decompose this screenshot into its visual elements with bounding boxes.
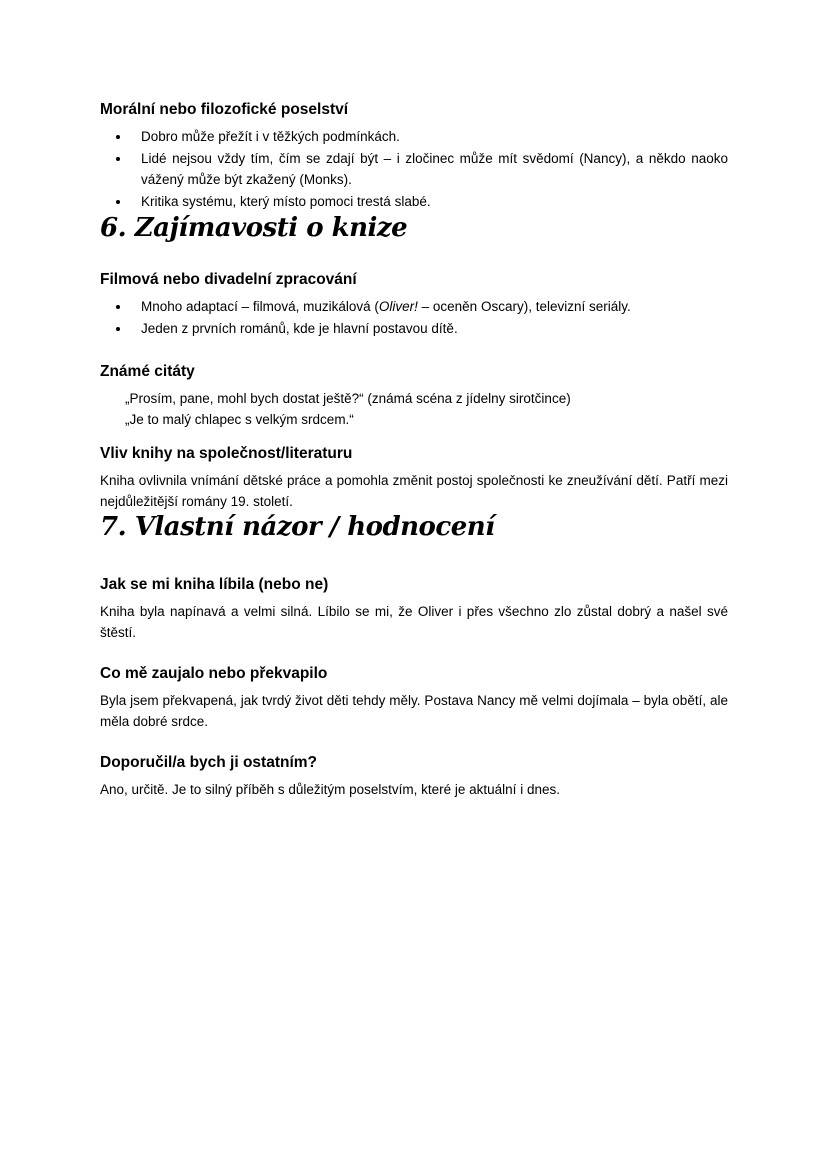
heading-film-adaptations: Filmová nebo divadelní zpracování [100, 271, 357, 288]
section-famous-quotes [100, 362, 728, 430]
heading-liked: Jak se mi kniha líbila (nebo ne) [100, 576, 329, 593]
heading-recommend: Doporučil/a bych ji ostatním? [100, 754, 318, 771]
section-film-adaptations [100, 270, 728, 339]
heading-influence: Vliv knihy na společnost/literaturu [100, 445, 353, 462]
influence-paragraph: Kniha ovlivnila vnímání dětské práce a pomohla změnit postoj společnosti ke zneužívání dětí. Patří mezi nejdůležitější romány 19. století. [100, 473, 728, 509]
book-title-italic: Oliver! [378, 299, 418, 314]
heading-moral-message: Morální nebo filozofické poselství [100, 101, 349, 118]
section-liked [100, 575, 728, 643]
heading-famous-quotes: Známé citáty [100, 363, 195, 380]
heading-section-7: 7. Vlastní názor / hodnocení [100, 512, 495, 542]
moral-bullet-list [100, 126, 728, 212]
list-item [131, 296, 728, 317]
surprised-paragraph: Byla jsem překvapená, jak tvrdý život děti tehdy měly. Postava Nancy mě velmi dojímala – byla obětí, ale měla dobré srdce. [100, 693, 728, 729]
list-item: • Kritika systému, který místo pomoci trestá slabé. [131, 191, 728, 212]
heading-surprised: Co mě zaujalo nebo překvapilo [100, 665, 328, 682]
film-bullet-list [100, 296, 728, 339]
section-recommend [100, 753, 728, 800]
section-moral-message [100, 100, 728, 212]
liked-paragraph: Kniha byla napínavá a velmi silná. Líbilo se mi, že Oliver i přes všechno zlo zůstal dobrý a našel své štěstí. [100, 604, 728, 640]
quote-line: „Prosím, pane, mohl bych dostat ještě?“ (známá scéna z jídelny sirotčince) [125, 391, 571, 406]
document-content [100, 100, 728, 800]
section-influence [100, 444, 728, 512]
list-item: • Lidé nejsou vždy tím, čím se zdají být – i zločinec může mít svědomí (Nancy), a někdo naoko vážený může být zkažený (Monks). [131, 148, 728, 190]
section-surprised [100, 664, 728, 732]
quote-line: „Je to malý chlapec s velkým srdcem.“ [125, 412, 354, 427]
heading-section-6: 6. Zajímavosti o knize [100, 213, 408, 243]
bullet-text-pre: Mnoho adaptací – filmová, muzikálová ( [141, 299, 379, 314]
list-item: • Dobro může přežít i v těžkých podmínkách. [131, 126, 728, 147]
bullet-text-post: – oceněn Oscary), televizní seriály. [417, 299, 631, 314]
recommend-paragraph: Ano, určitě. Je to silný příběh s důležitým poselstvím, které je aktuální i dnes. [100, 782, 560, 797]
list-item: • Jeden z prvních románů, kde je hlavní postavou dítě. [131, 318, 728, 339]
